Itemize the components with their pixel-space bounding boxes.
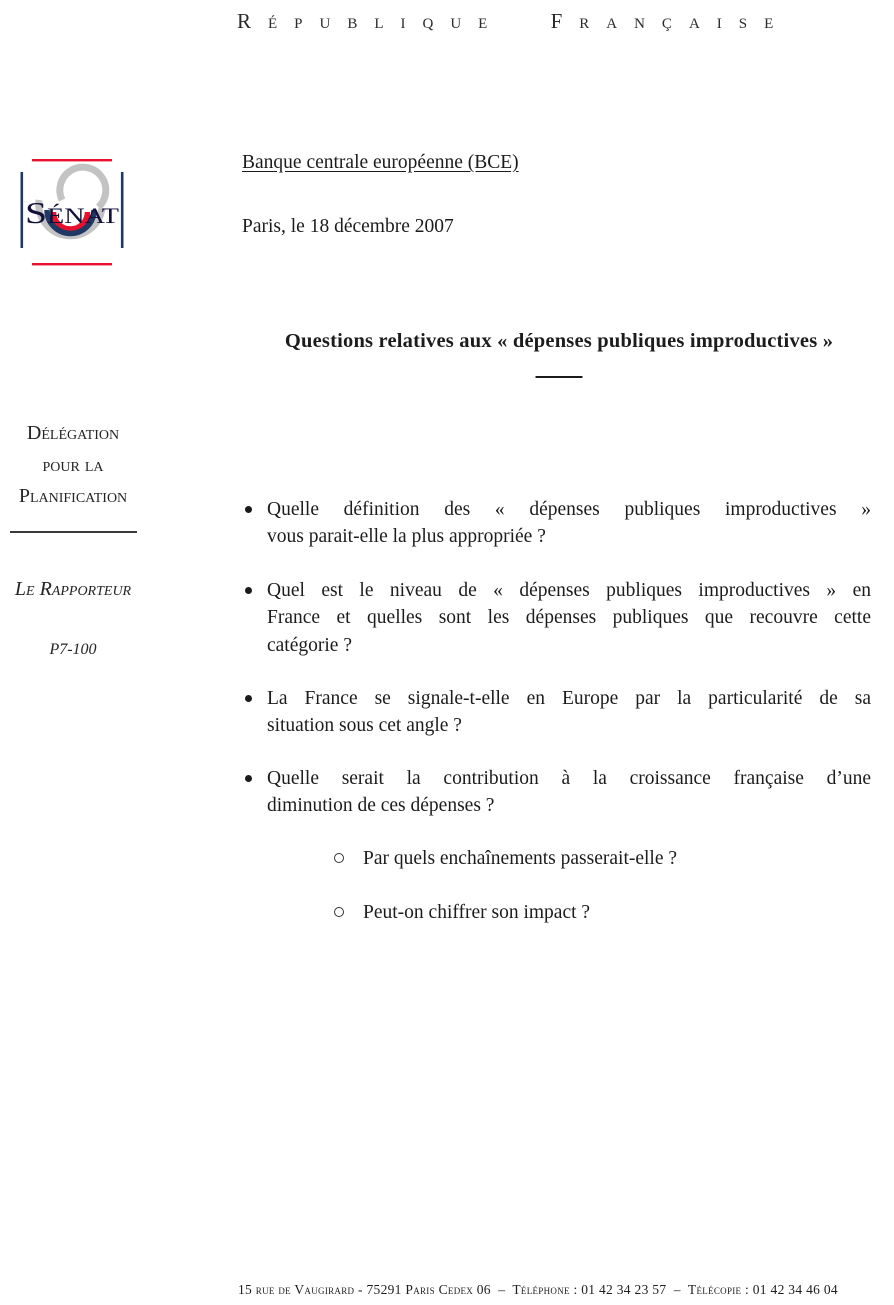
logo-left-bar-icon <box>21 172 24 248</box>
title-rule <box>536 376 583 378</box>
reference-number: P7-100 <box>49 640 97 658</box>
question-item-2 <box>242 577 871 659</box>
senat-logo <box>20 152 124 267</box>
delegation-label-line1: Délégation <box>26 422 120 444</box>
bullet-icon <box>245 506 252 513</box>
address-footer: 15 rue de Vaugirard - 75291 Paris Cedex 06 – Téléphone : 01 42 34 23 57 – Télécopie : 01 42 34 46 04 <box>238 1282 838 1297</box>
senat-logo-text: Sénat <box>25 195 120 230</box>
delegation-label-line2: pour la <box>42 453 104 476</box>
sidebar-divider <box>10 531 137 533</box>
letter-body <box>242 0 876 1305</box>
circle-bullet-icon <box>334 907 344 917</box>
bullet-icon <box>245 695 252 702</box>
sub-question-item-2 <box>242 899 876 926</box>
question-item-4 <box>242 765 871 820</box>
question-text: Quel est le niveau de « dépenses publiques improductives » en France et quelles sont les dépenses publiques que recouvre cette catégorie ? <box>267 580 871 656</box>
question-text: Quelle serait la contribution à la croissance française d’une diminution de ces dépenses ? <box>267 768 871 817</box>
rapporteur-label: Le Rapporteur <box>14 577 132 600</box>
logo-bottom-rule-icon <box>32 263 112 265</box>
logo-top-rule-icon <box>32 159 112 161</box>
sub-question-text: Peut-on chiffrer son impact ? <box>363 902 591 923</box>
recipient-line: Banque centrale européenne (BCE) <box>242 152 519 173</box>
sub-question-text: Par quels enchaînements passerait-elle ? <box>363 848 678 869</box>
bullet-icon <box>245 775 252 782</box>
circle-bullet-icon <box>334 853 344 863</box>
sub-question-item-1 <box>242 845 876 872</box>
letter-title: Questions relatives aux « dépenses publiques improductives » <box>284 330 834 352</box>
sidebar <box>8 418 138 659</box>
date-line: Paris, le 18 décembre 2007 <box>242 216 454 237</box>
delegation-label-line3: Planification <box>18 485 128 507</box>
question-text: Quelle définition des « dépenses publiques improductives » vous parait-elle la plus appropriée ? <box>267 499 871 548</box>
question-item-1 <box>242 496 871 551</box>
logo-right-bar-icon <box>121 172 124 248</box>
bullet-icon <box>245 587 252 594</box>
question-text: La France se signale-t-elle en Europe par la particularité de sa situation sous cet angle ? <box>267 688 871 737</box>
republique-francaise-header: République Française <box>237 9 791 33</box>
question-item-3 <box>242 685 871 740</box>
